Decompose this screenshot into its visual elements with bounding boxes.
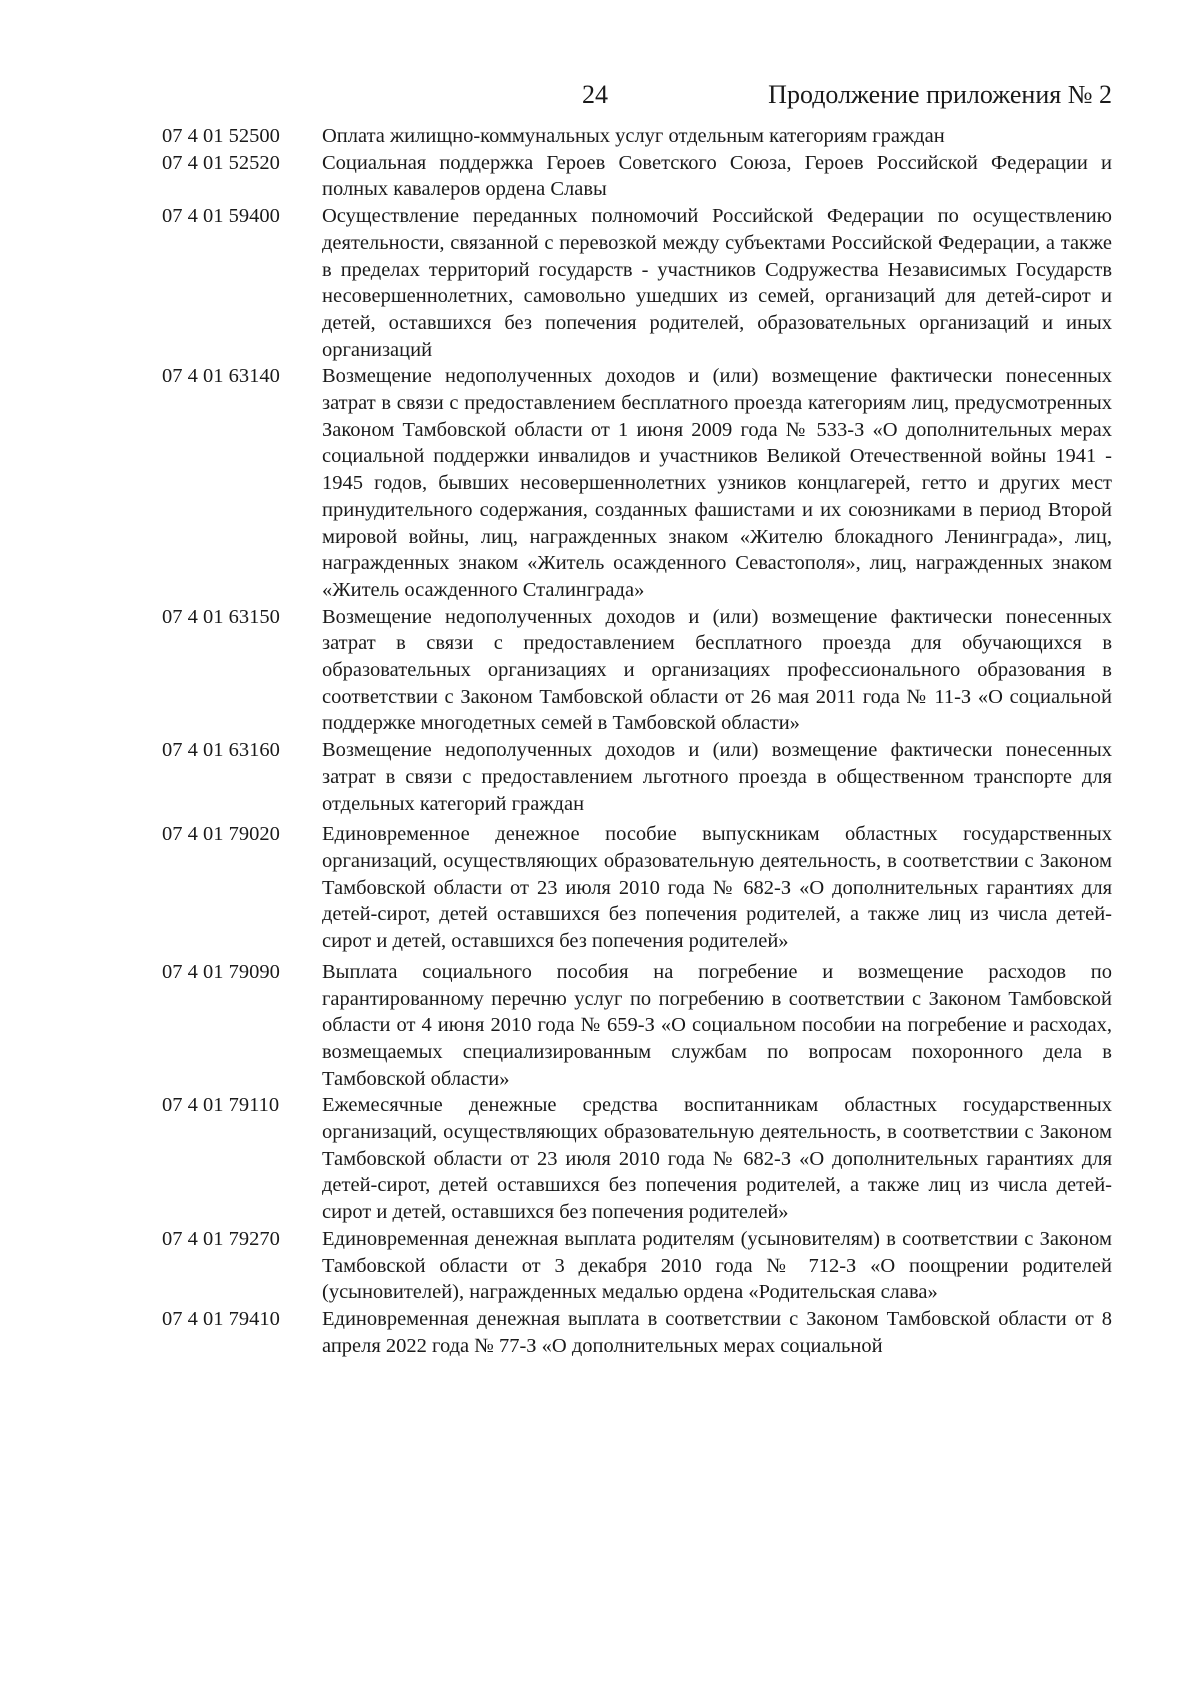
classification-description: Ежемесячные денежные средства воспитанникам областных государственных организаций, осуществляющих образовательную деятельность, в соответствии с Законом Тамбовской области от 23 июля 2010 года № 682-З «О дополнительных гарантиях для детей-сирот, детей оставшихся без попечения родителей, а также лиц из числа детей-сирот и детей, оставшихся без попечения родителей» [322,1094,1112,1224]
classification-code: 07 4 01 63140 [162,365,280,388]
classification-description: Единовременное денежное пособие выпускникам областных государственных организаций, осуществляющих образовательную деятельность, в соответствии с Законом Тамбовской области от 23 июля 2010 года № 682-З «О дополнительных гарантиях для детей-сирот, детей оставшихся без попечения родителей, а также лиц из числа детей-сирот и детей, оставшихся без попечения родителей» [322,823,1112,953]
classification-description: Оплата жилищно-коммунальных услуг отдельным категориям граждан [322,125,945,147]
classification-description: Выплата социального пособия на погребение и возмещение расходов по гарантированному перечню услуг по погребению в соответствии с Законом Тамбовской области от 4 июня 2010 года № 659-З «О социальном пособии на погребение и расходах, возмещаемых специализированным службам по вопросам похоронного дела в Тамбовской области» [322,960,1112,1090]
classification-description: Единовременная денежная выплата родителям (усыновителям) в соответствии с Законом Тамбовской области от 3 декабря 2010 года № 712-З «О поощрении родителей (усыновителей), награжденных медалью ордена «Родительская слава» [322,1227,1112,1304]
classification-description: Возмещение недополученных доходов и (или) возмещение фактически понесенных затрат в связи с предоставлением бесплатного проезда категориям лиц, предусмотренных Законом Тамбовской области от 1 июня 2009 года № 533-З «О дополнительных мерах социальной поддержки инвалидов и участников Великой Отечественной войны 1941 - 1945 годов, бывших несовершеннолетних узников концлагерей, гетто и других мест принудительного содержания, созданных фашистами и их союзниками в период Второй мировой войны, лиц, награжденных знаком «Жителю блокадного Ленинграда», лиц, награжденных знаком «Житель осажденного Севастополя», лиц, награжденных знаком «Житель осажденного Сталинграда» [322,365,1112,601]
classification-code: 07 4 01 79110 [162,1094,280,1117]
classification-description: Осуществление переданных полномочий Российской Федерации по осуществлению деятельности, связанной с перевозкой между субъектами Российской Федерации, а также в пределах территорий государств - участников Содружества Независимых Государств несовершеннолетних, самовольно ушедших из семей, организаций для детей-сирот и детей, оставшихся без попечения родителей, образовательных организаций и иных организаций [322,205,1112,361]
list-item [162,959,1112,1093]
classification-code: 07 4 01 52500 [162,125,280,147]
classification-code: 07 4 01 79410 [162,1307,280,1330]
page-number: 24 [582,80,608,109]
classification-description: Социальная поддержка Героев Советского Союза, Героев Российской Федерации и полных кавалеров ордена Славы [322,151,1112,201]
page-header [0,80,1200,120]
continuation-title: Продолжение приложения № 2 [768,80,1112,109]
classification-description: Единовременная денежная выплата в соответствии с Законом Тамбовской области от 8 апреля 2022 года № 77-З «О дополнительных мерах социальной [322,1307,1112,1357]
budget-code-list [162,123,1112,1359]
list-item [162,737,1112,817]
list-item [162,821,1112,955]
classification-code: 07 4 01 79090 [162,960,280,983]
list-item [162,1306,1112,1359]
classification-code: 07 4 01 52520 [162,151,280,174]
classification-code: 07 4 01 79020 [162,823,280,846]
classification-code: 07 4 01 63160 [162,739,280,762]
list-item [162,203,1112,363]
classification-code: 07 4 01 63150 [162,605,280,628]
list-item [162,363,1112,603]
list-item [162,1226,1112,1306]
list-item [162,604,1112,738]
classification-code: 07 4 01 59400 [162,205,280,228]
classification-code: 07 4 01 79270 [162,1227,280,1250]
classification-description: Возмещение недополученных доходов и (или) возмещение фактически понесенных затрат в связи с предоставлением льготного проезда в общественном транспорте для отдельных категорий граждан [322,739,1112,815]
classification-description: Возмещение недополученных доходов и (или) возмещение фактически понесенных затрат в связи с предоставлением бесплатного проезда для обучающихся в образовательных организациях и организациях профессионального образования в соответствии с Законом Тамбовской области от 26 мая 2011 года № 11-З «О социальной поддержке многодетных семей в Тамбовской области» [322,605,1112,735]
list-item [162,150,1112,203]
list-item [162,123,1112,150]
list-item [162,1092,1112,1226]
